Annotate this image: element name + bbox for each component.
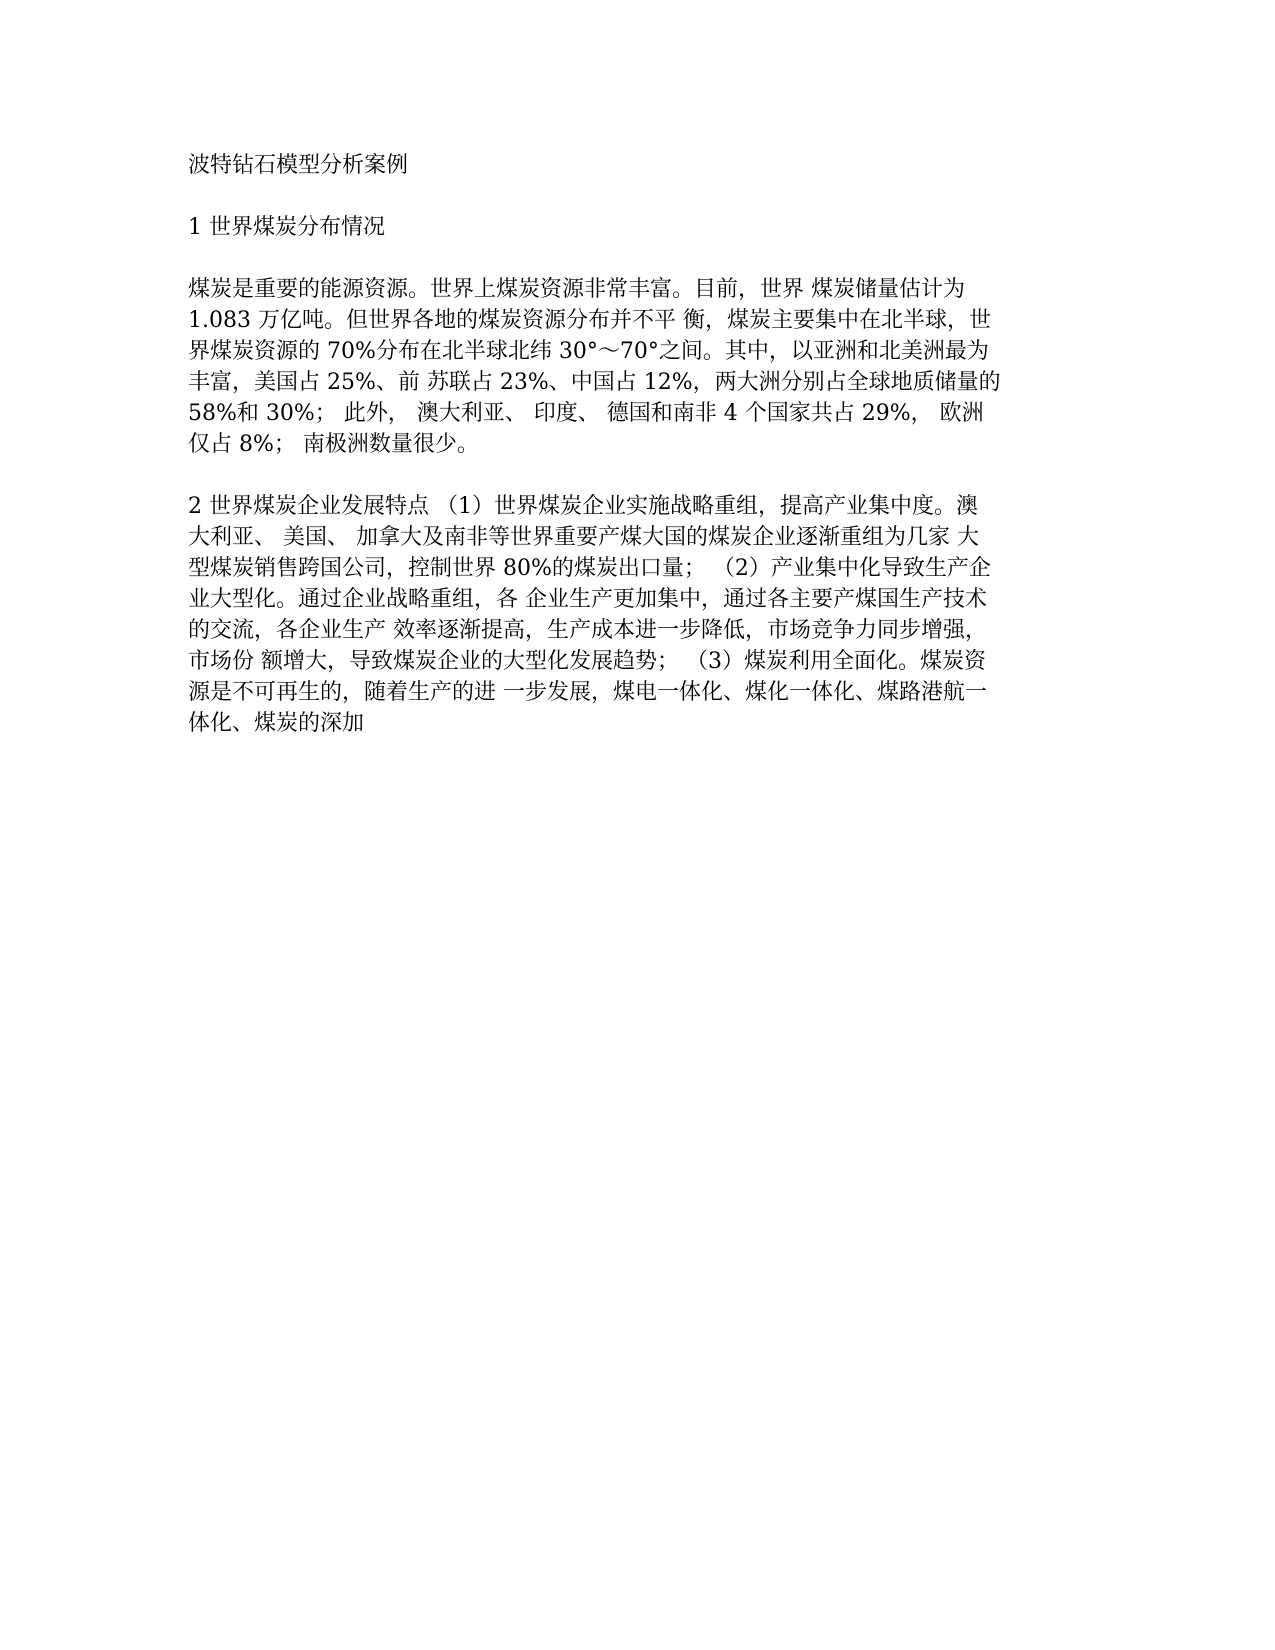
document-body [188,150,1088,770]
section1-paragraph [188,274,1088,460]
text-line: 2 世界煤炭企业发展特点 （1）世界煤炭企业实施战略重组，提高产业集中度。澳 [188,494,978,519]
text-line: 业大型化。通过企业战略重组，各 企业生产更加集中，通过各主要产煤国生产技术 [188,587,987,612]
document-title: 波特钻石模型分析案例 [188,153,409,178]
text-line: 型煤炭销售跨国公司，控制世界 80%的煤炭出口量； （2）产业集中化导致生产企 [188,556,991,581]
text-line: 界煤炭资源的 70%分布在北半球北纬 30°～70°之间。其中，以亚洲和北美洲最为 [188,339,989,364]
text-line: 体化、煤炭的深加 [188,711,365,736]
text-line: 仅占 8%； 南极洲数量很少。 [188,432,479,457]
text-line: 1.083 万亿吨。但世界各地的煤炭资源分布并不平 衡，煤炭主要集中在北半球，世 [188,308,991,333]
section2-paragraph [188,491,1088,739]
text-line: 煤炭是重要的能源资源。世界上煤炭资源非常丰富。目前，世界 煤炭储量估计为 [188,277,965,302]
text-line: 大利亚、 美国、 加拿大及南非等世界重要产煤大国的煤炭企业逐渐重组为几家 大 [188,525,979,550]
text-line: 丰富，美国占 25%、前 苏联占 23%、中国占 12%，两大洲分别占全球地质储量的 [188,370,1001,395]
text-line: 的交流，各企业生产 效率逐渐提高，生产成本进一步降低，市场竞争力同步增强， [188,618,987,643]
text-line: 源是不可再生的，随着生产的进 一步发展，煤电一体化、煤化一体化、煤路港航一 [188,680,987,705]
section1-heading: 1 世界煤炭分布情况 [188,215,385,240]
text-line: 58%和 30%； 此外， 澳大利亚、 印度、 德国和南非 4 个国家共占 29%， 欧洲 [188,401,984,426]
text-line: 市场份 额增大，导致煤炭企业的大型化发展趋势； （3）煤炭利用全面化。煤炭资 [188,649,986,674]
